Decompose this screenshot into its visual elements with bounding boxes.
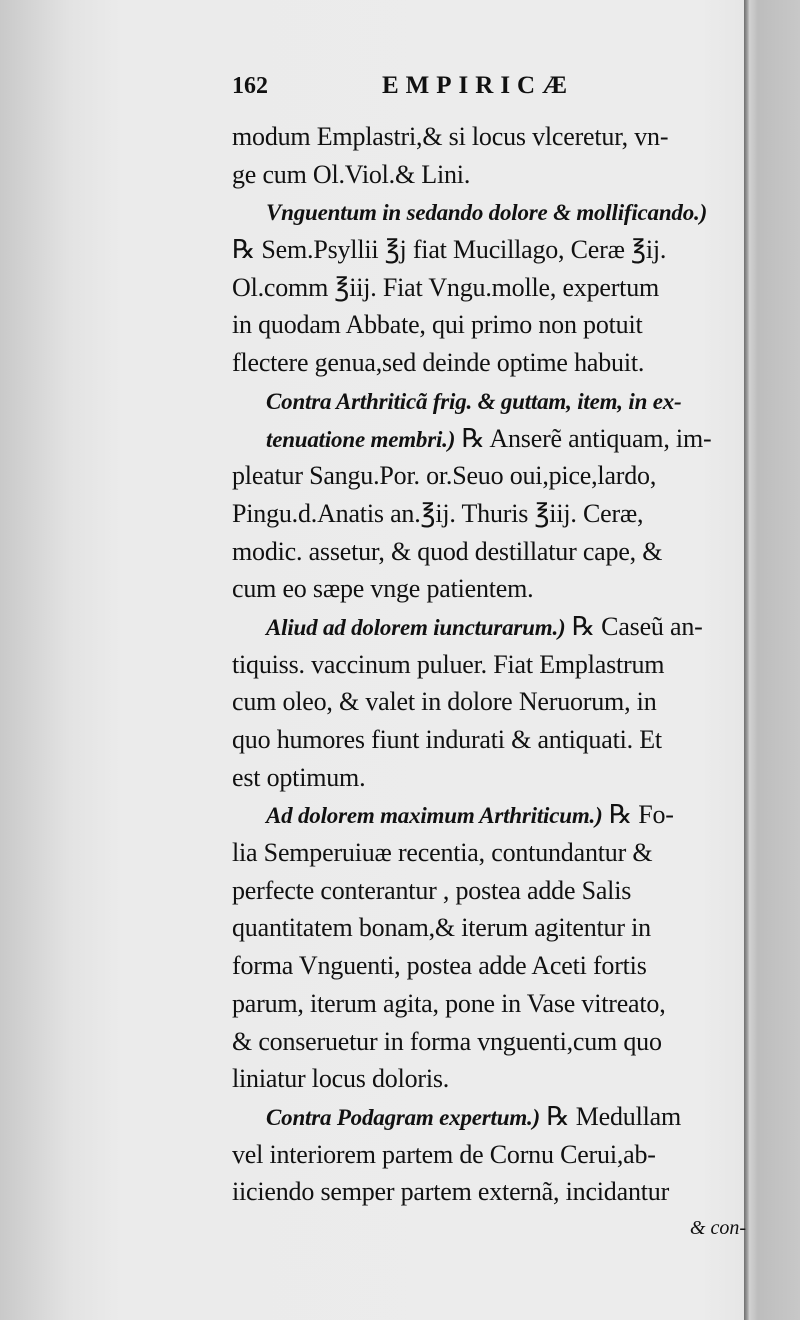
text-line bbox=[232, 985, 752, 1023]
line-text: ℞ Medullam bbox=[540, 1101, 681, 1131]
recipe-heading: Aliud ad dolorem iuncturarum.) bbox=[266, 614, 566, 640]
text-line bbox=[232, 759, 752, 797]
text-line bbox=[232, 721, 752, 759]
text-line bbox=[232, 796, 752, 834]
line-text: in quodam Abbate, qui primo non potuit bbox=[232, 310, 643, 340]
text-line bbox=[232, 382, 752, 420]
line-text: flectere genua,sed deinde optime habuit. bbox=[232, 348, 645, 378]
body-text bbox=[232, 118, 752, 1211]
text-line bbox=[232, 1060, 752, 1098]
text-line bbox=[232, 646, 752, 684]
text-line bbox=[232, 872, 752, 910]
text-line bbox=[232, 533, 752, 571]
running-head bbox=[232, 72, 752, 118]
text-line bbox=[232, 1173, 752, 1211]
line-text: cum oleo, & valet in dolore Neruorum, in bbox=[232, 687, 657, 717]
line-text: quo humores fiunt indurati & antiquati. Et bbox=[232, 725, 662, 754]
text-line bbox=[232, 306, 752, 344]
text-line bbox=[232, 457, 752, 495]
text-line bbox=[232, 231, 752, 269]
text-line bbox=[232, 909, 752, 947]
line-text: lia Semperuiuæ recentia, contundantur & bbox=[232, 838, 653, 868]
line-text: Ol.comm ℥iij. Fiat Vngu.molle, expertum bbox=[232, 272, 660, 302]
line-text: tiquiss. vaccinum puluer. Fiat Emplastrum bbox=[232, 649, 665, 679]
line-text: ℞ Anserẽ antiquam, im- bbox=[455, 423, 712, 453]
text-line bbox=[232, 193, 752, 231]
catchword: & con- bbox=[689, 1216, 746, 1239]
line-text: pleatur Sangu.Por. or.Seuo oui,pice,lardo, bbox=[232, 461, 657, 491]
running-title: EMPIRICÆ bbox=[382, 72, 575, 99]
text-line bbox=[232, 344, 752, 382]
text-line bbox=[232, 495, 752, 533]
line-text: perfecte conterantur , postea adde Salis bbox=[232, 875, 632, 905]
text-line bbox=[232, 608, 752, 646]
line-text: modum Emplastri,& si locus vlceretur, vn- bbox=[232, 122, 669, 151]
line-text: est optimum. bbox=[232, 762, 366, 792]
line-text: iiciendo semper partem externã, incidantur bbox=[232, 1177, 670, 1207]
line-text: & conseruetur in forma vnguenti,cum quo bbox=[232, 1026, 662, 1056]
text-line bbox=[232, 683, 752, 721]
text-block bbox=[232, 72, 752, 1245]
line-text: Pingu.d.Anatis an.℥ij. Thuris ℥iij. Ceræ, bbox=[232, 498, 644, 528]
text-line bbox=[232, 834, 752, 872]
line-text: ℞ Sem.Psyllii ℥j fiat Mucillago, Ceræ ℥ij. bbox=[232, 235, 667, 265]
text-line bbox=[232, 420, 752, 458]
recipe-heading: Contra Arthriticã frig. & guttam, item, in ex- bbox=[266, 388, 682, 414]
text-line bbox=[232, 1136, 752, 1174]
line-text: quantitatem bonam,& iterum agitentur in bbox=[232, 913, 651, 943]
line-text: ℞ Caseũ an- bbox=[565, 611, 703, 641]
text-line bbox=[232, 570, 752, 608]
text-line bbox=[232, 156, 752, 194]
line-text: modic. assetur, & quod destillatur cape, & bbox=[232, 536, 663, 566]
text-line bbox=[232, 118, 752, 156]
text-line bbox=[232, 269, 752, 307]
line-text: ℞ Fo- bbox=[602, 800, 674, 830]
text-line bbox=[232, 1023, 752, 1061]
text-line bbox=[232, 1098, 752, 1136]
line-text: cum eo sæpe vnge patientem. bbox=[232, 574, 534, 604]
line-text: liniatur locus doloris. bbox=[232, 1064, 450, 1094]
recipe-heading: tenuatione membri.) bbox=[266, 426, 456, 452]
recipe-heading: Contra Podagram expertum.) bbox=[266, 1104, 541, 1130]
text-line bbox=[232, 947, 752, 985]
line-text: ge cum Ol.Viol.& Lini. bbox=[232, 159, 471, 189]
recipe-heading: Vnguentum in sedando dolore & mollificando.) bbox=[266, 200, 708, 226]
recipe-heading: Ad dolorem maximum Arthriticum.) bbox=[266, 803, 603, 829]
line-text: parum, iterum agita, pone in Vase vitreato, bbox=[232, 988, 666, 1018]
line-text: vel interiorem partem de Cornu Cerui,ab- bbox=[232, 1139, 656, 1169]
line-text: forma Vnguenti, postea adde Aceti fortis bbox=[232, 951, 647, 981]
page-number: 162 bbox=[232, 73, 268, 99]
